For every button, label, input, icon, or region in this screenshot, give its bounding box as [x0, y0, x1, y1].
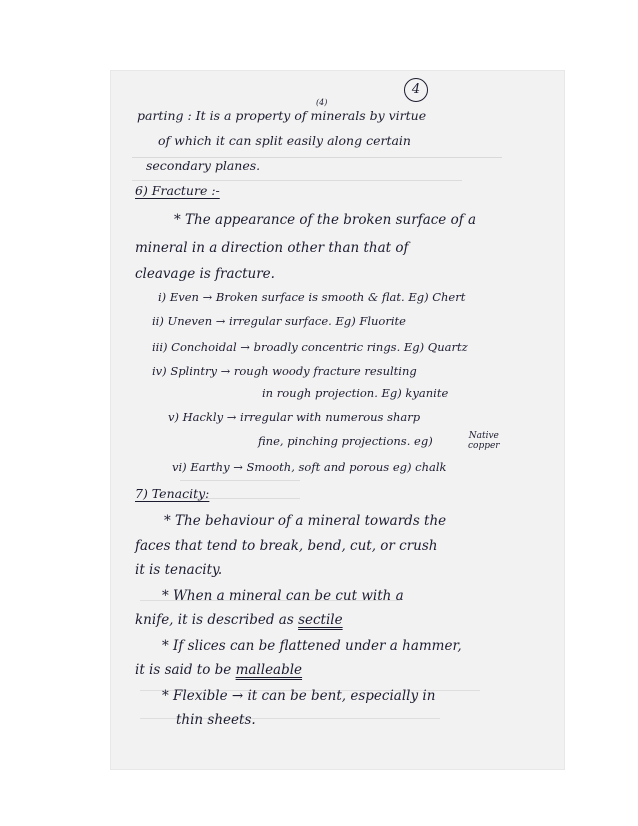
section-heading-fracture: 6) Fracture :- — [135, 183, 220, 198]
term-sectile: sectile — [298, 612, 343, 628]
text-line: it is tenacity. — [135, 562, 223, 578]
text-line: thin sheets. — [176, 712, 256, 728]
list-item-continuation: in rough projection. Eg) kyanite — [262, 386, 449, 400]
text-line: cleavage is fracture. — [135, 266, 275, 282]
list-item-continuation: fine, pinching projections. eg) — [258, 434, 433, 448]
text-line: * Flexible → it can be bent, especially in — [162, 688, 436, 704]
bleed-through-line — [180, 480, 300, 481]
example-label-stack — [468, 431, 500, 451]
text-fragment: it is said to be — [135, 662, 232, 678]
text-line: of which it can split easily along certain — [158, 133, 411, 148]
text-line: parting : It is a property of minerals by virtue — [137, 108, 427, 123]
list-item: v) Hackly → irregular with numerous sharp — [168, 410, 421, 424]
superscript-note: (4) — [316, 98, 328, 107]
example-word: Native — [468, 431, 499, 441]
text-line: mineral in a direction other than that of — [135, 240, 409, 256]
text-line: * The behaviour of a mineral towards the — [164, 513, 447, 529]
page-number-circle: 4 — [404, 78, 428, 102]
example-word: copper — [468, 441, 500, 451]
bleed-through-line — [132, 180, 462, 181]
text-line — [135, 614, 343, 628]
text-fragment: knife, it is described as — [135, 612, 294, 628]
list-item: iii) Conchoidal → broadly concentric rings. Eg) Quartz — [152, 340, 468, 354]
list-item: vi) Earthy → Smooth, soft and porous eg) chalk — [172, 460, 447, 474]
text-line — [135, 664, 302, 678]
text-line: * If slices can be flattened under a hammer, — [162, 638, 462, 654]
text-line: faces that tend to break, bend, cut, or crush — [135, 538, 438, 554]
list-item: iv) Splintry → rough woody fracture resulting — [152, 364, 417, 378]
text-line: * When a mineral can be cut with a — [162, 588, 404, 604]
text-line: * The appearance of the broken surface of a — [174, 212, 477, 228]
list-item: ii) Uneven → irregular surface. Eg) Fluorite — [152, 314, 406, 328]
term-malleable: malleable — [235, 662, 303, 678]
text-line: secondary planes. — [146, 158, 261, 173]
section-heading-tenacity: 7) Tenacity: — [135, 486, 210, 501]
list-item: i) Even → Broken surface is smooth & flat. Eg) Chert — [158, 290, 466, 304]
